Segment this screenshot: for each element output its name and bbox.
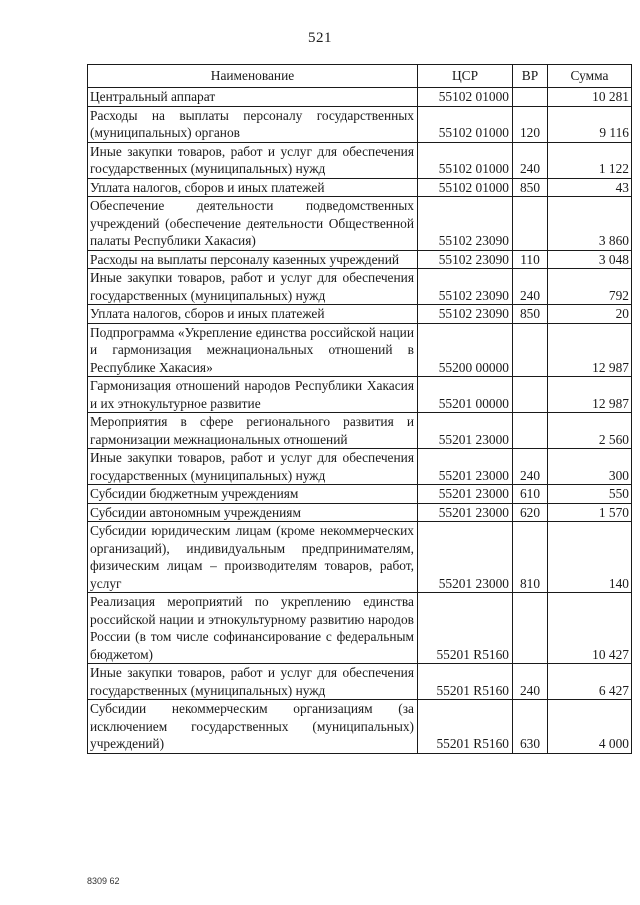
cell-sum: 1 122	[548, 142, 632, 178]
cell-sum: 10 281	[548, 88, 632, 107]
table-row	[88, 377, 632, 413]
cell-csr: 55102 01000	[418, 178, 513, 197]
table-row	[88, 413, 632, 449]
cell-csr: 55102 01000	[418, 106, 513, 142]
cell-csr: 55102 23090	[418, 305, 513, 324]
cell-vr: 850	[513, 178, 548, 197]
cell-vr	[513, 593, 548, 664]
cell-sum: 1 570	[548, 503, 632, 522]
cell-sum: 3 860	[548, 197, 632, 251]
cell-sum: 43	[548, 178, 632, 197]
cell-name: Реализация мероприятий по укреплению единства российской нации и этнокультурному развитию народов России (в том числе софинансирование с федеральным бюджетом)	[88, 593, 418, 664]
cell-name: Гармонизация отношений народов Республики Хакасия и их этнокультурное развитие	[88, 377, 418, 413]
table-row	[88, 323, 632, 377]
cell-vr: 630	[513, 700, 548, 754]
cell-csr: 55201 00000	[418, 377, 513, 413]
cell-vr: 850	[513, 305, 548, 324]
table-row	[88, 269, 632, 305]
cell-sum: 3 048	[548, 250, 632, 269]
cell-csr: 55102 01000	[418, 88, 513, 107]
cell-name: Иные закупки товаров, работ и услуг для обеспечения государственных (муниципальных) нужд	[88, 269, 418, 305]
table-row	[88, 449, 632, 485]
cell-name: Мероприятия в сфере регионального развития и гармонизации межнациональных отношений	[88, 413, 418, 449]
cell-sum: 9 116	[548, 106, 632, 142]
cell-name: Субсидии бюджетным учреждениям	[88, 485, 418, 504]
cell-name: Субсидии юридическим лицам (кроме некоммерческих организаций), индивидуальным предпринимателям, физическим лицам – производителям товаров, работ, услуг	[88, 522, 418, 593]
cell-sum: 792	[548, 269, 632, 305]
cell-name: Уплата налогов, сборов и иных платежей	[88, 178, 418, 197]
table-header-row	[88, 65, 632, 88]
cell-vr	[513, 413, 548, 449]
cell-csr: 55102 01000	[418, 142, 513, 178]
cell-csr: 55102 23090	[418, 269, 513, 305]
table-row	[88, 593, 632, 664]
cell-csr: 55102 23090	[418, 197, 513, 251]
cell-csr: 55201 23000	[418, 449, 513, 485]
cell-csr: 55200 00000	[418, 323, 513, 377]
cell-csr: 55201 23000	[418, 413, 513, 449]
cell-vr	[513, 88, 548, 107]
table-row	[88, 250, 632, 269]
table-body	[88, 88, 632, 754]
cell-vr: 240	[513, 269, 548, 305]
header-sum: Сумма	[548, 65, 632, 88]
header-name: Наименование	[88, 65, 418, 88]
cell-sum: 20	[548, 305, 632, 324]
footer-code: 8309 62	[87, 876, 120, 886]
header-vr: ВР	[513, 65, 548, 88]
table-row	[88, 106, 632, 142]
cell-name: Подпрограмма «Укрепление единства российской нации и гармонизация межнациональных отношений в Республике Хакасия»	[88, 323, 418, 377]
cell-vr: 620	[513, 503, 548, 522]
page-number: 521	[308, 30, 332, 46]
cell-vr: 120	[513, 106, 548, 142]
table-row	[88, 142, 632, 178]
cell-vr	[513, 377, 548, 413]
table-row	[88, 485, 632, 504]
cell-csr: 55201 R5160	[418, 664, 513, 700]
cell-vr: 240	[513, 142, 548, 178]
cell-sum: 12 987	[548, 377, 632, 413]
cell-name: Иные закупки товаров, работ и услуг для обеспечения государственных (муниципальных) нужд	[88, 142, 418, 178]
cell-vr	[513, 323, 548, 377]
cell-name: Расходы на выплаты персоналу казенных учреждений	[88, 250, 418, 269]
cell-csr: 55201 23000	[418, 485, 513, 504]
cell-sum: 2 560	[548, 413, 632, 449]
cell-sum: 550	[548, 485, 632, 504]
cell-name: Расходы на выплаты персоналу государственных (муниципальных) органов	[88, 106, 418, 142]
cell-sum: 140	[548, 522, 632, 593]
cell-name: Субсидии автономным учреждениям	[88, 503, 418, 522]
cell-sum: 10 427	[548, 593, 632, 664]
cell-csr: 55102 23090	[418, 250, 513, 269]
table-row	[88, 178, 632, 197]
cell-vr	[513, 197, 548, 251]
cell-csr: 55201 23000	[418, 503, 513, 522]
cell-name: Уплата налогов, сборов и иных платежей	[88, 305, 418, 324]
cell-vr: 810	[513, 522, 548, 593]
table-row	[88, 700, 632, 754]
cell-csr: 55201 R5160	[418, 593, 513, 664]
cell-vr: 240	[513, 449, 548, 485]
cell-name: Обеспечение деятельности подведомственных учреждений (обеспечение деятельности Общественной палаты Республики Хакасия)	[88, 197, 418, 251]
cell-sum: 300	[548, 449, 632, 485]
header-csr: ЦСР	[418, 65, 513, 88]
cell-vr: 110	[513, 250, 548, 269]
cell-csr: 55201 23000	[418, 522, 513, 593]
table-row	[88, 88, 632, 107]
cell-sum: 4 000	[548, 700, 632, 754]
table-row	[88, 197, 632, 251]
table-row	[88, 503, 632, 522]
cell-name: Иные закупки товаров, работ и услуг для обеспечения государственных (муниципальных) нужд	[88, 664, 418, 700]
cell-name: Центральный аппарат	[88, 88, 418, 107]
cell-vr: 240	[513, 664, 548, 700]
table-row	[88, 522, 632, 593]
cell-name: Субсидии некоммерческим организациям (за исключением государственных (муниципальных) учреждений)	[88, 700, 418, 754]
table-row	[88, 664, 632, 700]
table-row	[88, 305, 632, 324]
cell-csr: 55201 R5160	[418, 700, 513, 754]
cell-name: Иные закупки товаров, работ и услуг для обеспечения государственных (муниципальных) нужд	[88, 449, 418, 485]
budget-table	[87, 64, 632, 754]
cell-sum: 6 427	[548, 664, 632, 700]
cell-vr: 610	[513, 485, 548, 504]
cell-sum: 12 987	[548, 323, 632, 377]
